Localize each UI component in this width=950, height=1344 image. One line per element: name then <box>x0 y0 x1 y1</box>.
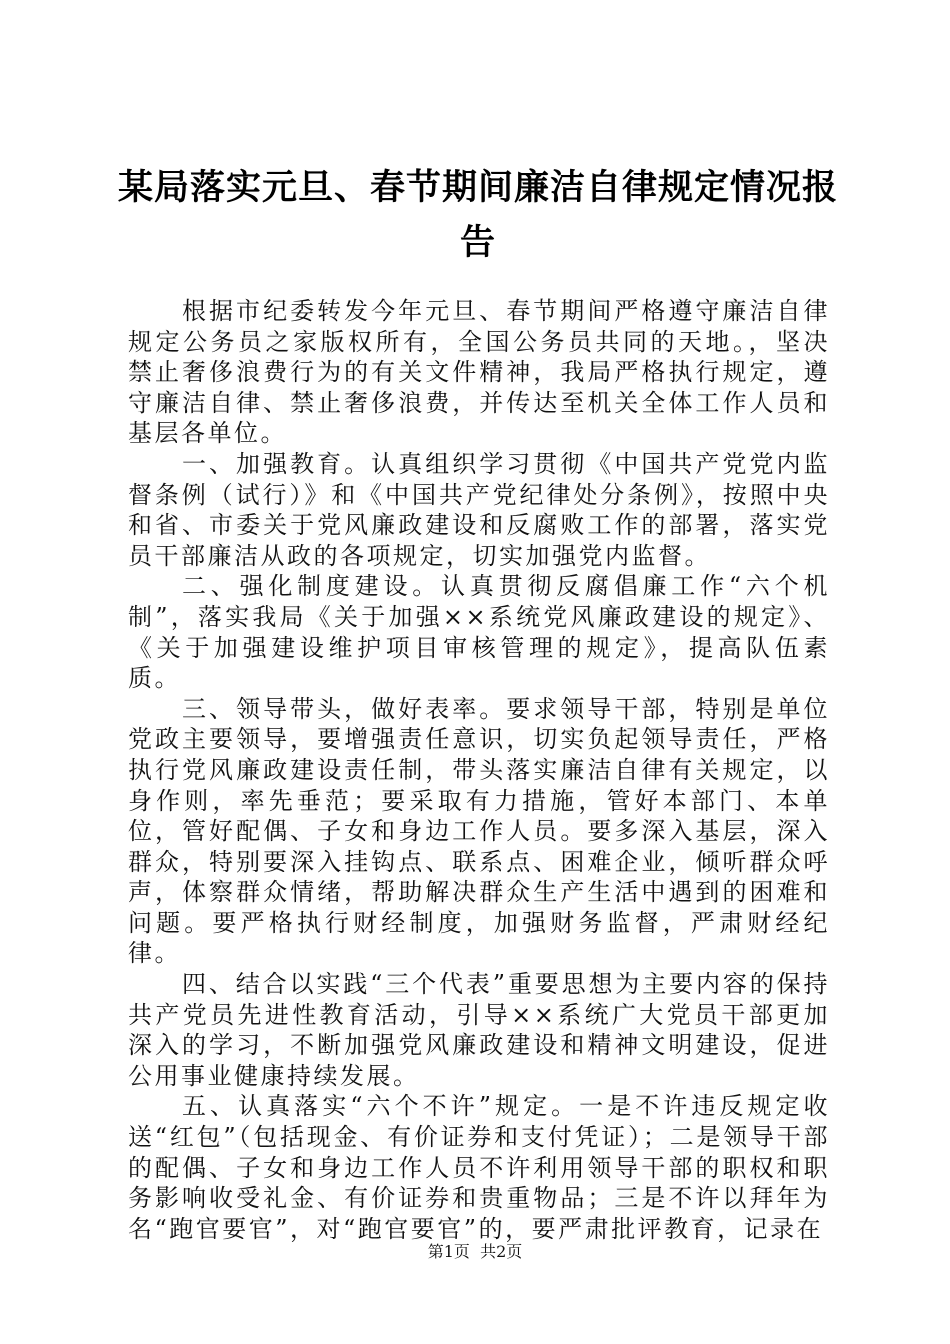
paragraph-intro: 根据市纪委转发今年元旦、春节期间严格遵守廉洁自律规定公务员之家版权所有，全国公务员共同的天地。，坚决禁止奢侈浪费行为的有关文件精神，我局严格执行规定，遵守廉洁自律、禁止奢侈浪费，并传达至机关全体工作人员和基层各单位。 <box>128 297 830 448</box>
paragraph-section-4: 四、结合以实践“三个代表”重要思想为主要内容的保持共产党员先进性教育活动，引导××系统广大党员干部更加深入的学习，不断加强党风廉政建设和精神文明建设，促进公用事业健康持续发展。 <box>128 970 830 1090</box>
document-body <box>128 296 830 1244</box>
paragraph-section-2: 二、强化制度建设。认真贯彻反腐倡廉工作“六个机制”，落实我局《关于加强××系统党风廉政建设的规定》、《关于加强建设维护项目审核管理的规定》，提高队伍素质。 <box>128 572 830 693</box>
document-title: 某局落实元旦、春节期间廉洁自律规定情况报告 <box>118 167 839 263</box>
paragraph-section-5: 五、认真落实“六个不许”规定。一是不许违反规定收送“红包”（包括现金、有价证券和支付凭证）；二是领导干部的配偶、子女和身边工作人员不许利用领导干部的职权和职务影响收受礼金、有价证券和贵重物品；三是不许以拜年为名“跑官要官”，对“跑官要官”的，要严肃批评教育，记录在 <box>128 1092 830 1243</box>
paragraph-section-1: 一、加强教育。认真组织学习贯彻《中国共产党党内监督条例（试行）》和《中国共产党纪律处分条例》，按照中央和省、市委关于党风廉政建设和反腐败工作的部署，落实党员干部廉洁从政的各项规定，切实加强党内监督。 <box>128 449 830 570</box>
page-number-footer: 第1页 共2页 <box>427 1242 523 1261</box>
paragraph-section-3: 三、领导带头，做好表率。要求领导干部，特别是单位党政主要领导，要增强责任意识，切实负起领导责任，严格执行党风廉政建设责任制，带头落实廉洁自律有关规定，以身作则，率先垂范；要采取有力措施，管好本部门、本单位，管好配偶、子女和身边工作人员。要多深入基层，深入群众，特别要深入挂钩点、联系点、困难企业，倾听群众呼声，体察群众情绪，帮助解决群众生产生活中遇到的困难和问题。要严格执行财经制度，加强财务监督，严肃财经纪律。 <box>128 694 830 968</box>
